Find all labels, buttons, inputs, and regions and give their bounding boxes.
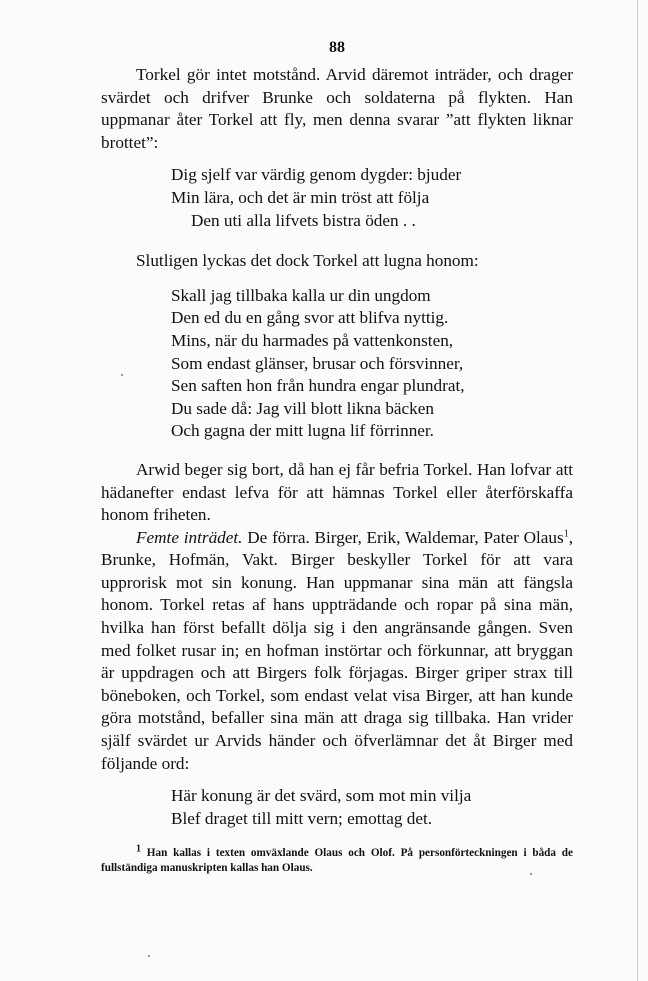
paragraph-4-text-a: De förra. Birger, Erik, Waldemar, Pater Olaus	[242, 527, 564, 547]
verse-line: Dig sjelf var värdig genom dygder: bjuder	[171, 165, 462, 185]
verse-line: Som endast glänser, brusar och försvinner,	[171, 353, 464, 373]
paragraph-4-text-b: , Brunke, Hofmän, Vakt. Birger beskyller Torkel för att vara upprorisk mot sin konung. Han uppmanar sina män att fängsla honom. Torkel retas af hans uppträdande och ropar på sina män, hvilka han först befallt dölja sig i den angränsande gången. Sven med folket rusar in; en hofman instörtar och förkunnar, att bryggan är uppdragen och att Birgers folk förjagas. Birger griper strax till böneboken, och Torkel, som endast velat visa Birger, att han kunde göra motstånd, befaller sina män att draga sig tillbaka. Han vrider själf svärdet ur Arvids händer och öfverlämnar det åt Birger med följande ord:	[101, 527, 573, 773]
verse-line: Mins, när du harmades på vattenkonsten,	[171, 330, 454, 350]
verse-line: Den uti alla lifvets bistra öden . .	[191, 210, 416, 230]
verse-line: Skall jag tillbaka kalla ur din ungdom	[171, 285, 431, 305]
footnote-text: Han kallas i texten omväxlande Olaus och Olof. På personförteckningen i båda de fullständiga manuskripten kallas han Olaus.	[101, 847, 573, 875]
verse-line: Och gagna der mitt lugna lif förrinner.	[171, 421, 434, 441]
verse-block-3	[171, 785, 573, 830]
paragraph-2: Slutligen lyckas det dock Torkel att lugna honom:	[136, 251, 479, 271]
paragraph-1: Torkel gör intet motstånd. Arvid däremot inträder, och drager svärdet och drifver Brunke och soldaterna på flykten. Han uppmanar åter Torkel att fly, men denna svarar ”att flykten liknar brottet”:	[101, 65, 573, 152]
page-edge-line	[637, 0, 638, 981]
verse-line: Den ed du en gång svor att blifva nyttig.	[171, 308, 449, 328]
verse-line: Du sade då: Jag vill blott likna bäcken	[171, 398, 434, 418]
verse-line: Blef draget till mitt vern; emottag det.	[171, 808, 433, 828]
scan-speck	[148, 955, 150, 957]
verse-line: Sen saften hon från hundra engar plundrat,	[171, 376, 465, 396]
verse-block-1	[171, 164, 573, 232]
paragraph-3: Arwid beger sig bort, då han ej får befria Torkel. Han lofvar att hädanefter endast lefva för att hämnas Torkel eller återförskaffa honom friheten.	[101, 459, 573, 525]
verse-line: Min lära, och det är min tröst att följa	[171, 187, 430, 207]
verse-block-2	[171, 285, 573, 443]
verse-line: Här konung är det svärd, som mot min vilja	[171, 786, 472, 806]
paragraph-4	[101, 527, 573, 776]
footnote-ref: 1	[563, 527, 569, 539]
footnote-mark: 1	[136, 843, 141, 855]
scene-title: Femte inträdet.	[136, 527, 243, 547]
page-content	[101, 38, 573, 888]
page-number: 88	[329, 39, 345, 56]
footnote	[101, 843, 573, 876]
